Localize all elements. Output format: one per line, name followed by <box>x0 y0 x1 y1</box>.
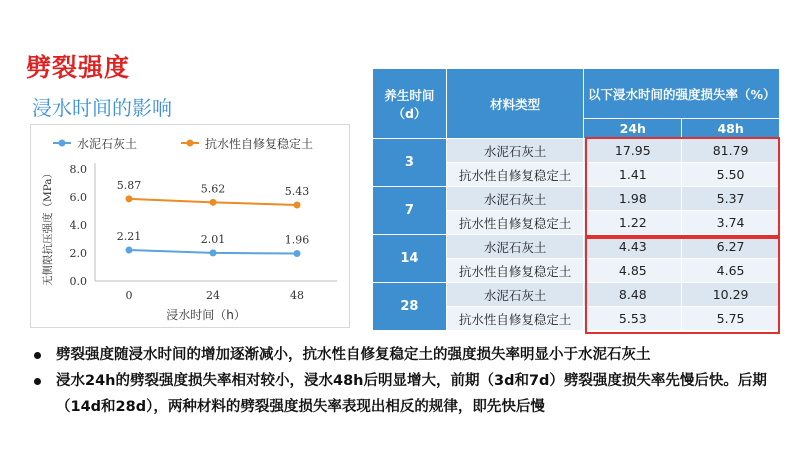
material-cell: 抗水性自修复稳定土 <box>446 163 584 187</box>
y-tick-label: 0.0 <box>69 275 87 288</box>
data-point <box>210 249 217 256</box>
material-cell: 抗水性自修复稳定土 <box>446 211 584 235</box>
header-24h: 24h <box>584 119 682 139</box>
age-cell: 28 <box>373 283 447 331</box>
highlight-box-late <box>585 237 780 334</box>
loss-24h-cell: 8.48 <box>584 283 682 307</box>
loss-48h-cell: 81.79 <box>682 139 780 163</box>
data-label: 5.62 <box>200 182 226 196</box>
header-material: 材料类型 <box>446 69 584 139</box>
loss-24h-cell: 1.98 <box>584 187 682 211</box>
slide-subtitle: 浸水时间的影响 <box>32 96 172 120</box>
data-label: 5.43 <box>284 184 310 198</box>
y-tick-label: 6.0 <box>69 191 87 204</box>
data-point <box>126 247 133 254</box>
bullet-dot <box>34 352 41 359</box>
data-point <box>126 195 133 202</box>
x-tick-label: 0 <box>125 289 133 302</box>
loss-48h-cell: 5.37 <box>682 187 780 211</box>
bullet-dot <box>34 378 41 385</box>
material-cell: 水泥石灰土 <box>446 283 584 307</box>
line-chart <box>30 124 350 328</box>
loss-24h-cell: 1.22 <box>584 211 682 235</box>
header-48h: 48h <box>682 119 780 139</box>
loss-24h-cell: 17.95 <box>584 139 682 163</box>
loss-24h-cell: 5.53 <box>584 307 682 331</box>
legend-marker <box>187 140 194 147</box>
y-tick-label: 8.0 <box>69 163 87 176</box>
age-cell: 7 <box>373 187 447 235</box>
loss-24h-cell: 4.85 <box>584 259 682 283</box>
loss-24h-cell: 1.41 <box>584 163 682 187</box>
legend-label: 水泥石灰土 <box>77 137 138 151</box>
material-cell: 水泥石灰土 <box>446 235 584 259</box>
legend-label: 抗水性自修复稳定土 <box>205 137 314 151</box>
loss-48h-cell: 4.65 <box>682 259 780 283</box>
bullet-text: 浸水24h的劈裂强度损失率相对较小，浸水48h后明显增大，前期（3d和7d）劈裂强度损失率先慢后快。后期（14d和28d），两种材料的劈裂强度损失率表现出相反的规律，即先快后慢 <box>56 373 767 415</box>
data-label: 2.21 <box>116 230 142 244</box>
y-axis-title: 无侧限抗压强度（MPa） <box>42 167 54 287</box>
data-label: 5.87 <box>116 178 142 192</box>
x-tick-label: 48 <box>290 289 304 302</box>
loss-48h-cell: 10.29 <box>682 283 780 307</box>
header-loss-rate: 以下浸水时间的强度损失率（%） <box>584 69 780 119</box>
bullet-item <box>28 342 788 368</box>
data-label: 1.96 <box>284 233 310 247</box>
x-axis-title: 浸水时间（h） <box>166 308 246 322</box>
material-cell: 水泥石灰土 <box>446 187 584 211</box>
material-cell: 水泥石灰土 <box>446 139 584 163</box>
age-cell: 3 <box>373 139 447 187</box>
header-age: 养生时间（d） <box>373 69 447 139</box>
highlight-box-early <box>585 137 780 237</box>
chart-canvas <box>31 125 351 329</box>
legend-marker <box>59 140 66 147</box>
y-tick-label: 4.0 <box>69 219 87 232</box>
y-tick-label: 2.0 <box>69 247 87 260</box>
loss-48h-cell: 5.50 <box>682 163 780 187</box>
loss-48h-cell: 6.27 <box>682 235 780 259</box>
loss-48h-cell: 5.75 <box>682 307 780 331</box>
data-point <box>294 250 301 257</box>
data-point <box>210 199 217 206</box>
material-cell: 抗水性自修复稳定土 <box>446 307 584 331</box>
bullet-list <box>28 342 788 420</box>
age-cell: 14 <box>373 235 447 283</box>
loss-24h-cell: 4.43 <box>584 235 682 259</box>
bullet-item <box>28 368 788 420</box>
bullet-text: 劈裂强度随浸水时间的增加逐渐减小，抗水性自修复稳定土的强度损失率明显小于水泥石灰土 <box>56 347 651 363</box>
loss-48h-cell: 3.74 <box>682 211 780 235</box>
data-label: 2.01 <box>200 232 226 246</box>
x-tick-label: 24 <box>206 289 220 302</box>
data-point <box>294 201 301 208</box>
material-cell: 抗水性自修复稳定土 <box>446 259 584 283</box>
slide-title: 劈裂强度 <box>26 53 131 82</box>
